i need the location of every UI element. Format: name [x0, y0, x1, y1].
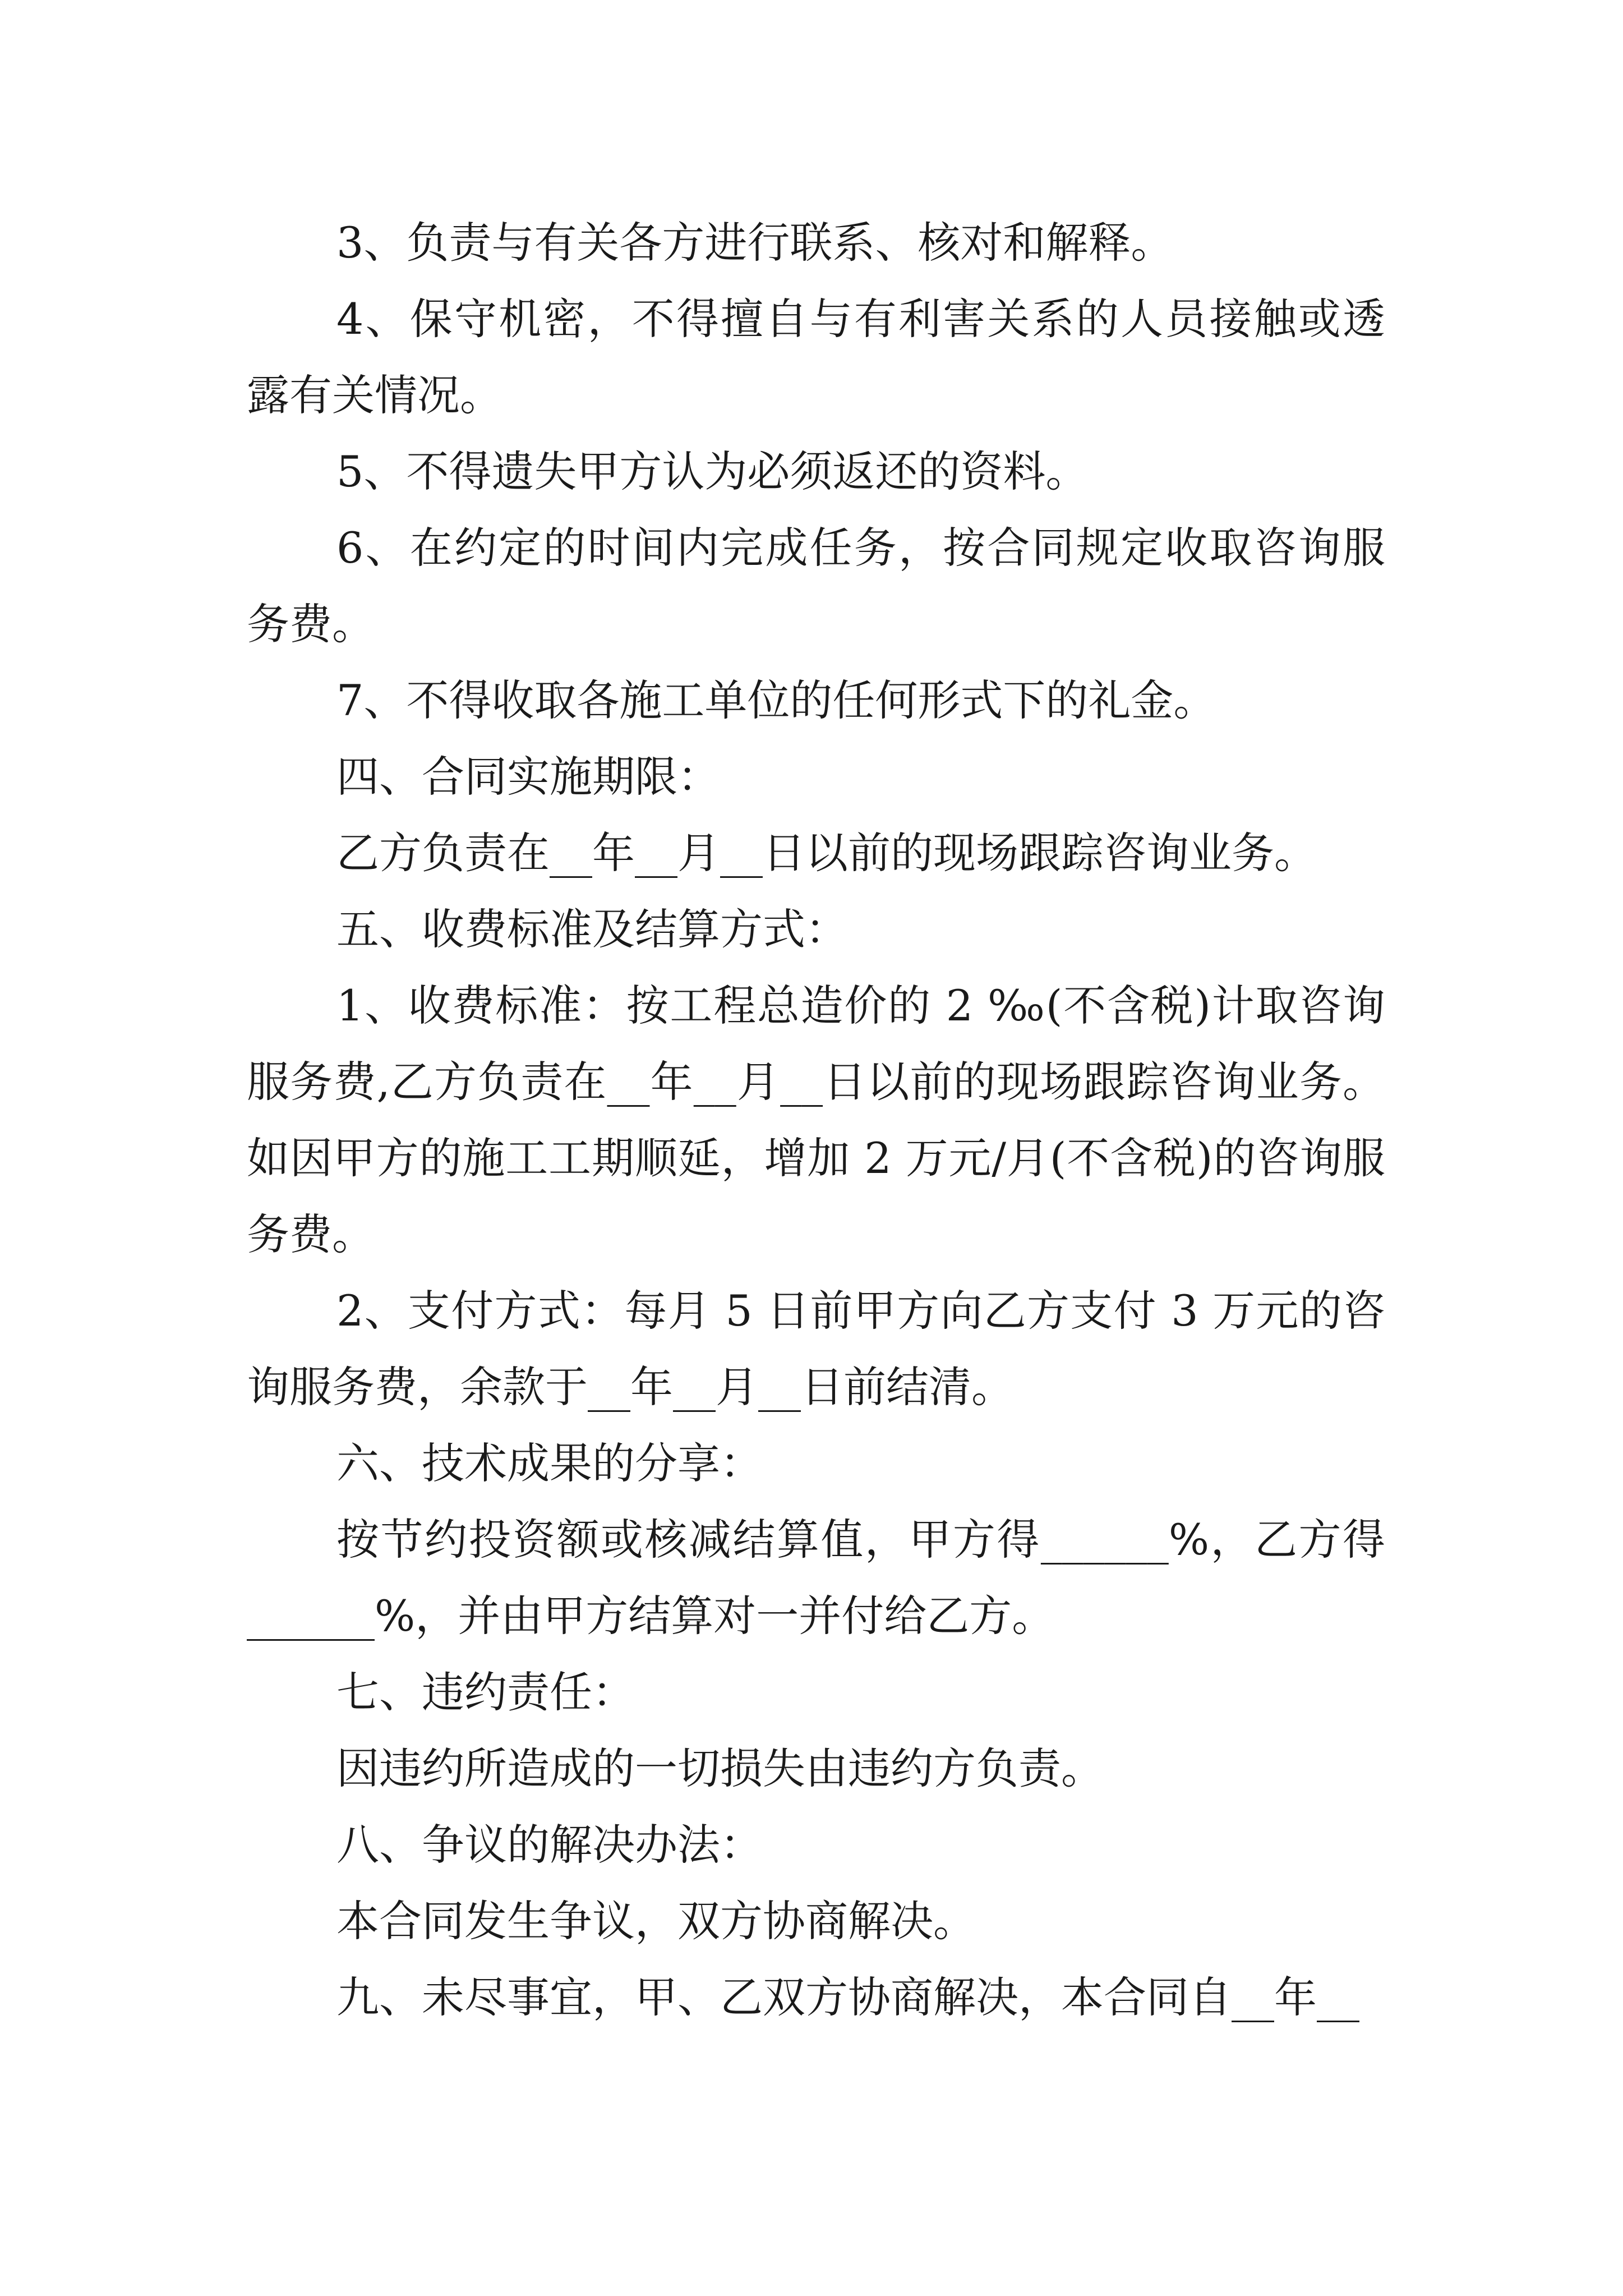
paragraph-clause-4: 4、保守机密，不得擅自与有利害关系的人员接触或透露有关情况。 — [247, 294, 1385, 420]
paragraph-clause-6: 6、在约定的时间内完成任务，按合同规定收取咨询服务费。 — [247, 523, 1385, 649]
paragraph-fee-standard: 1、收费标准：按工程总造价的 2 ‰(不含税)计取咨询服务费,乙方负责在__年__月__日以前的现场跟踪咨询业务。如因甲方的施工工期顺延，增加 2 万元/月(不含税)的咨询服务费。 — [247, 981, 1385, 1259]
section-heading-breach: 七、违约责任： — [336, 1667, 635, 1717]
paragraph-clause-3: 3、负责与有关各方进行联系、核对和解释。 — [336, 218, 1174, 268]
section-heading-disputes: 八、争议的解决办法： — [336, 1820, 763, 1870]
paragraph-disputes: 本合同发生争议，双方协商解决。 — [336, 1896, 976, 1946]
section-heading-fees: 五、收费标准及结算方式： — [336, 904, 848, 954]
document-body — [247, 205, 1385, 2036]
paragraph-term: 乙方负责在__年__月__日以前的现场跟踪咨询业务。 — [336, 828, 1317, 878]
paragraph-breach: 因违约所造成的一切损失由违约方负责。 — [336, 1743, 1104, 1793]
paragraph-results-sharing: 按节约投资额或核减结算值，甲方得______%，乙方得______%，并由甲方结算对一并付给乙方。 — [247, 1515, 1385, 1641]
paragraph-clause-9: 九、未尽事宜，甲、乙双方协商解决，本合同自__年__ — [336, 1972, 1359, 2022]
paragraph-clause-7: 7、不得收取各施工单位的任何形式下的礼金。 — [336, 675, 1216, 725]
section-heading-results-sharing: 六、技术成果的分享： — [336, 1438, 763, 1488]
paragraph-clause-5: 5、不得遗失甲方认为必须返还的资料。 — [336, 447, 1089, 496]
section-heading-term: 四、合同实施期限： — [336, 752, 720, 802]
paragraph-payment-method: 2、支付方式：每月 5 日前甲方向乙方支付 3 万元的咨询服务费，余款于__年__月__日前结清。 — [247, 1286, 1385, 1412]
